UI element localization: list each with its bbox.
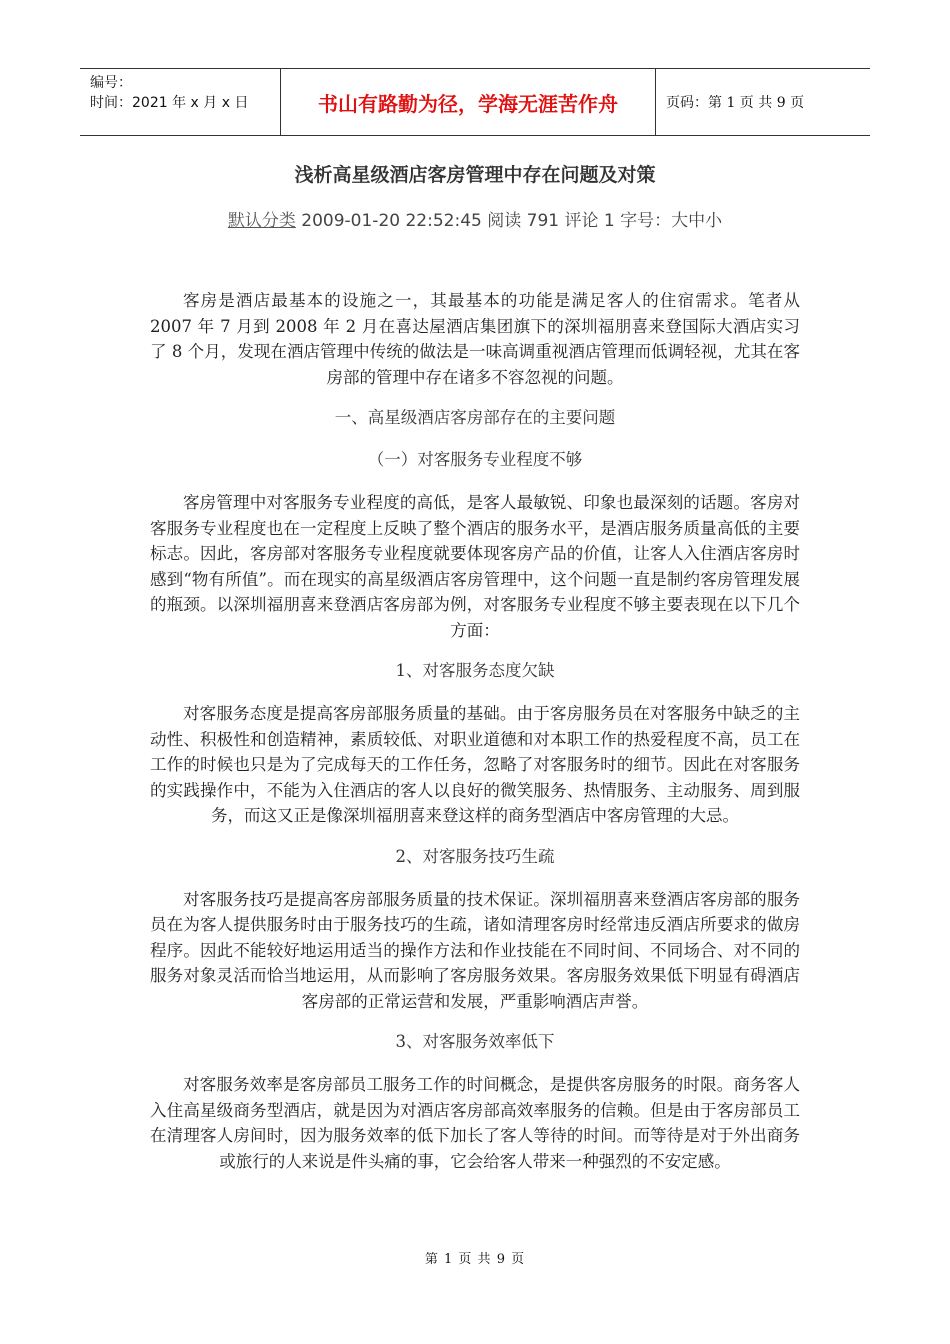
body-paragraph: 客房是酒店最基本的设施之一，其最基本的功能是满足客人的住宿需求。笔者从 2007 年 7 月到 2008 年 2 月在喜达屋酒店集团旗下的深圳福朋喜来登国际大酒店实习了 8 个月，发现在酒店管理中传统的做法是一味高调重视酒店管理而低调轻视，尤其在客房部的管理中存在诸多不容忽视的问题。 [150, 291, 800, 387]
time-label: 时间：2021 年 x 月 x 日 [90, 95, 249, 111]
section-heading: 一、高星级酒店客房部存在的主要问题 [334, 408, 616, 427]
meta-details: 2009-01-20 22:52:45 阅读 791 评论 1 字号：大中小 [295, 211, 723, 231]
body-paragraph: 对客服务技巧是提高客房部服务质量的技术保证。深圳福朋喜来登酒店客房部的服务员在为客人提供服务时由于服务技巧的生疏，诸如清理客房时经常违反酒店所要求的做房程序。因此不能较好地运用适当的操作方法和作业技能在不同时间、不同场合、对不同的服务对象灵活而恰当地运用，从而影响了客房服务效果。客房服务效果低下明显有碍酒店客房部的正常运营和发展，严重影响酒店声誉。 [150, 889, 800, 1011]
page-header [80, 68, 870, 136]
section-heading: 1、对客服务态度欠缺 [395, 661, 555, 680]
category-link[interactable]: 默认分类 [227, 211, 296, 231]
section-heading: 3、对客服务效率低下 [395, 1032, 555, 1051]
body-paragraph: 对客服务态度是提高客房部服务质量的基础。由于客房服务员在对客服务中缺乏的主动性、积极性和创造精神，素质较低、对职业道德和对本职工作的热爱程度不高，员工在工作的时候也只是为了完成每天的工作任务，忽略了对客服务时的细节。因此在对客服务的实践操作中，不能为入住酒店的客人以良好的微笑服务、热情服务、主动服务、周到服务，而这又正是像深圳福朋喜来登这样的商务型酒店中客房管理的大忌。 [150, 704, 800, 825]
article-meta [0, 206, 950, 231]
section-heading: （一）对客服务专业程度不够 [367, 450, 583, 469]
header-page-cell [656, 69, 870, 135]
motto-text: 书山有路勤为径，学海无涯苦作舟 [318, 91, 618, 116]
header-info-cell [80, 69, 280, 135]
article-body [150, 288, 800, 1190]
header-motto-cell [280, 69, 656, 135]
body-paragraph: 客房管理中对客服务专业程度的高低，是客人最敏锐、印象也最深刻的话题。客房对客服务专业程度也在一定程度上反映了整个酒店的服务水平，是酒店服务质量高低的主要标志。因此，客房部对客服务专业程度就要体现客房产品的价值，让客人入住酒店客房时感到“物有所值”。而在现实的高星级酒店客房管理中，这个问题一直是制约客房管理发展的瓶颈。以深圳福朋喜来登酒店客房部为例，对客服务专业程度不够主要表现在以下几个方面： [150, 493, 800, 640]
article-title: 浅析高星级酒店客房管理中存在问题及对策 [294, 164, 656, 186]
section-heading: 2、对客服务技巧生疏 [395, 846, 555, 866]
number-label: 编号： [90, 75, 132, 91]
body-paragraph: 对客服务效率是客房部员工服务工作的时间概念，是提供客房服务的时限。商务客人入住高星级商务型酒店，就是因为对酒店客房部高效率服务的信赖。但是由于客房部员工在清理客人房间时，因为服务效率的低下加长了客人等待的时间。而等待是对于外出商务或旅行的人来说是件头痛的事，它会给客人带来一种强烈的不安定感。 [150, 1075, 800, 1171]
page-footer: 第 1 页 共 9 页 [424, 1252, 526, 1267]
page-info: 页码：第 1 页 共 9 页 [666, 95, 805, 111]
